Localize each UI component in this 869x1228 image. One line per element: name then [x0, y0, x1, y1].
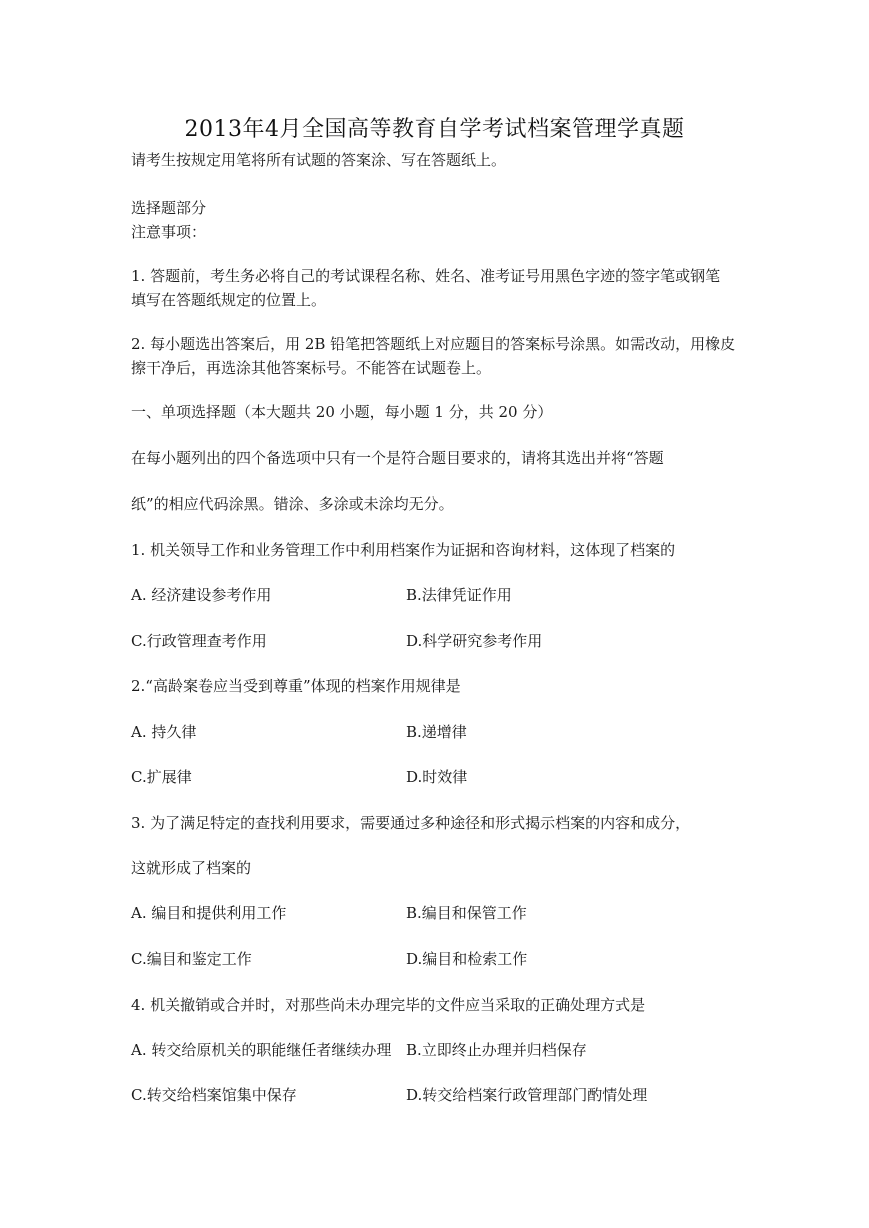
question-2-stem: 2.“高龄案卷应当受到尊重”体现的档案作用规律是 [131, 677, 461, 695]
part-one-heading: 一、单项选择题（本大题共 20 小题，每小题 1 分，共 20 分） [131, 403, 553, 421]
question-3-option-c: C.编目和鉴定工作 [131, 950, 252, 968]
question-1-option-d: D.科学研究参考作用 [406, 632, 543, 650]
intro-text: 请考生按规定用笔将所有试题的答案涂、写在答题纸上。 [131, 151, 507, 169]
question-4-option-d: D.转交给档案行政管理部门酌情处理 [406, 1086, 648, 1104]
question-1-stem: 1. 机关领导工作和业务管理工作中利用档案作为证据和咨询材料，这体现了档案的 [131, 541, 676, 559]
question-3-option-d: D.编目和检索工作 [406, 950, 528, 968]
question-2-option-b: B.递增律 [406, 723, 467, 741]
question-1-option-c: C.行政管理查考作用 [131, 632, 267, 650]
question-2-option-d: D.时效律 [406, 768, 468, 786]
question-4-option-c: C.转交给档案馆集中保存 [131, 1086, 297, 1104]
question-4-option-b: B.立即终止办理并归档保存 [406, 1041, 587, 1059]
question-3-option-b: B.编目和保管工作 [406, 904, 527, 922]
question-1-option-b: B.法律凭证作用 [406, 586, 512, 604]
section-heading: 选择题部分 [131, 199, 207, 217]
notice-heading: 注意事项： [131, 223, 207, 241]
question-1-option-a: A. 经济建设参考作用 [131, 586, 272, 604]
question-2-option-c: C.扩展律 [131, 768, 192, 786]
notice-1-line-1: 1. 答题前，考生务必将自己的考试课程名称、姓名、准考证号用黑色字迹的签字笔或钢笔 [131, 267, 721, 285]
instruction-line-1: 在每小题列出的四个备选项中只有一个是符合题目要求的，请将其选出并将“答题 [131, 449, 664, 467]
instruction-line-2: 纸”的相应代码涂黑。错涂、多涂或未涂均无分。 [131, 495, 454, 513]
notice-2-line-1: 2. 每小题选出答案后，用 2B 铅笔把答题纸上对应题目的答案标号涂黑。如需改动，用橡皮 [131, 335, 736, 353]
question-3-stem: 3. 为了满足特定的查找利用要求，需要通过多种途径和形式揭示档案的内容和成分， [131, 814, 691, 832]
notice-2-line-2: 擦干净后，再选涂其他答案标号。不能答在试题卷上。 [131, 359, 492, 377]
question-2-option-a: A. 持久律 [131, 723, 197, 741]
question-3-option-a: A. 编目和提供利用工作 [131, 904, 287, 922]
notice-1-line-2: 填写在答题纸规定的位置上。 [131, 291, 327, 309]
page-title: 2013年4月全国高等教育自学考试档案管理学真题 [184, 117, 685, 142]
question-4-option-a: A. 转交给原机关的职能继任者继续办理 [131, 1041, 392, 1059]
question-3-stem-cont: 这就形成了档案的 [131, 859, 252, 877]
question-4-stem: 4. 机关撤销或合并时，对那些尚未办理完毕的文件应当采取的正确处理方式是 [131, 996, 646, 1014]
